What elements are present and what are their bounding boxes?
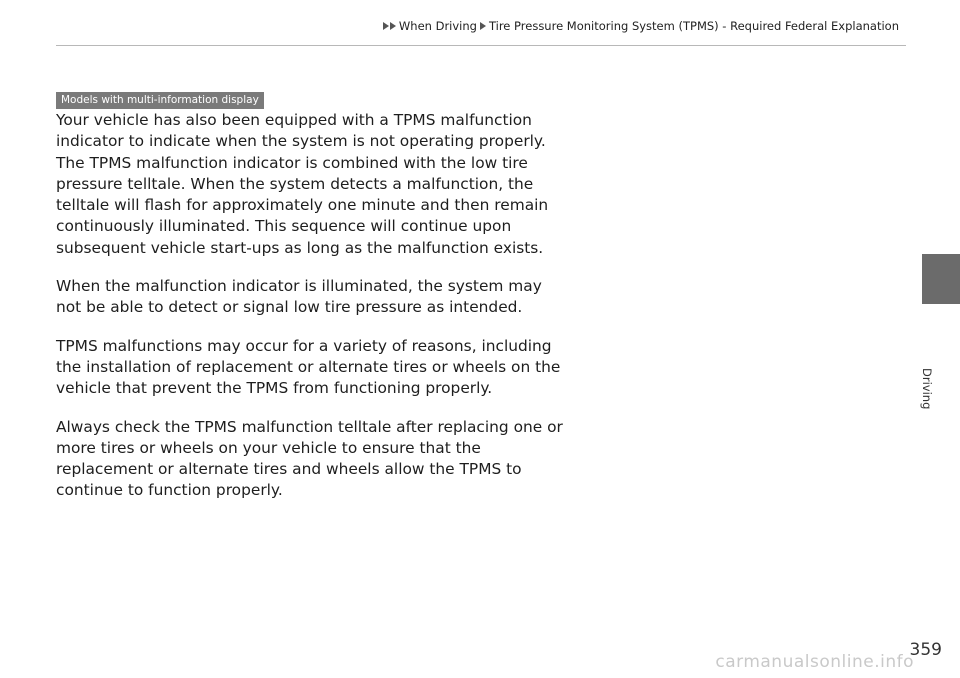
header-divider: [56, 45, 906, 46]
paragraph: Your vehicle has also been equipped with a TPMS malfunction indicator to indicate when the system is not operating properly. The TPMS malfunction indicator is combined with the low tire pressure telltale. When the system detects a malfunction, the telltale will flash for approximately one minute and then remain continuously illuminated. This sequence will continue upon subsequent vehicle start-ups as long as the malfunction exists.: [56, 111, 549, 257]
arrow-right-icon: [390, 22, 396, 30]
watermark: carmanualsonline.info: [715, 652, 914, 672]
paragraph: TPMS malfunctions may occur for a variety of reasons, including the installation of replacement or alternate tires or wheels on the vehicle that prevent the TPMS from functioning properly.: [56, 336, 561, 398]
breadcrumb-item-tpms[interactable]: Tire Pressure Monitoring System (TPMS) - Required Federal Explanation: [488, 19, 899, 33]
page-number: 359: [909, 640, 942, 660]
arrow-right-icon: [480, 22, 486, 30]
breadcrumb: [383, 19, 902, 33]
paragraph: Always check the TPMS malfunction telltale after replacing one or more tires or wheels on your vehicle to ensure that the replacement or alternate tires and wheels allow the TPMS to continue to function properly.: [56, 417, 563, 500]
paragraph: When the malfunction indicator is illuminated, the system may not be able to detect or signal low tire pressure as intended.: [56, 277, 542, 317]
body-text: [56, 110, 571, 519]
breadcrumb-item-when-driving[interactable]: When Driving: [398, 19, 477, 33]
section-label: Driving: [920, 368, 934, 410]
model-badge: Models with multi-information display: [56, 92, 264, 109]
section-tab-marker[interactable]: [922, 254, 960, 304]
arrow-right-icon: [383, 22, 389, 30]
